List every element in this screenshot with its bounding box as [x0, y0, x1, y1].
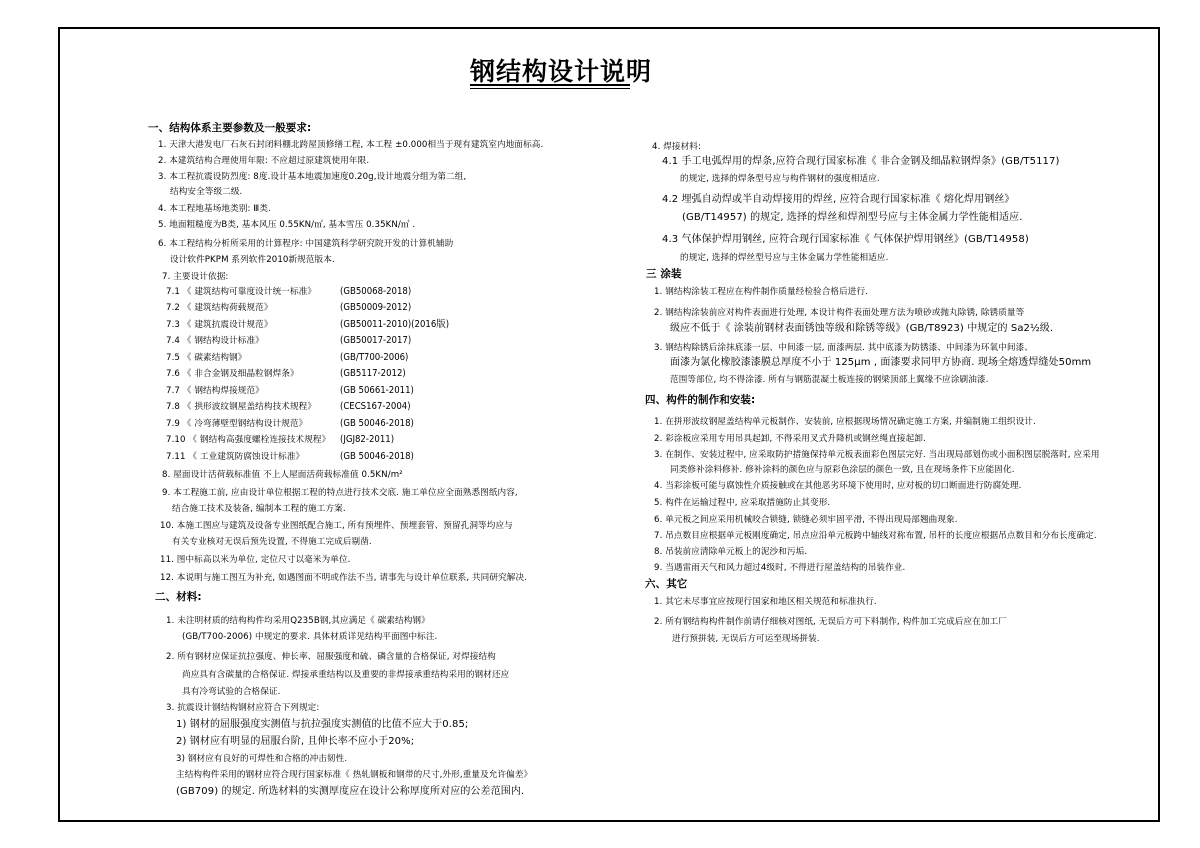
- code-item: 7.6 《 非合金钢及细晶粒钢焊条》: [166, 369, 299, 379]
- note-line: 9. 当遇雷雨天气和风力超过4级时, 不得进行屋盖结构的吊装作业.: [654, 563, 906, 573]
- code-item: 7.4 《 钢结构设计标准》: [166, 336, 264, 346]
- note-line: 有关专业核对无误后预先设置, 不得施工完成后剔凿.: [172, 537, 372, 547]
- note-line: 4. 当彩涂板可能与腐蚀性介质接触或在其他恶劣环境下使用时, 应对板的切口断面进行防腐处理.: [654, 481, 1022, 491]
- note-line: 3) 钢材应有良好的可焊性和合格的冲击韧性.: [176, 754, 348, 764]
- note-line: 的规定, 选择的焊条型号应与构件钢材的强度相适应.: [680, 174, 880, 184]
- note-line: 3. 钢结构除锈后涂抹底漆一层、中间漆一层, 面漆两层. 其中底漆为防锈漆、中间漆为环氧中间漆、: [654, 343, 1034, 353]
- section-heading-1: 一、结构体系主要参数及一般要求:: [148, 122, 312, 134]
- note-line: 的规定, 选择的焊丝型号应与主体金属力学性能相适应.: [680, 253, 889, 263]
- code-standard: (JGJ82-2011): [340, 434, 395, 445]
- note-line: 3. 本工程抗震设防烈度: 8度.设计基本地震加速度0.20g,设计地震分组为第二组,: [158, 172, 467, 182]
- note-line: 结构安全等级二级.: [170, 187, 243, 197]
- note-line: 1. 钢结构涂装工程应在构件制作质量经检验合格后进行.: [654, 287, 869, 297]
- code-standard: (GB50011-2010)(2016版): [340, 319, 450, 330]
- title-underline: [470, 84, 630, 86]
- code-standard: (CECS167-2004): [340, 401, 411, 412]
- code-standard: (GB50068-2018): [340, 286, 412, 297]
- note-line: (GB/T14957) 的规定, 选择的焊丝和焊剂型号应与主体金属力学性能相适应.: [682, 212, 1023, 223]
- note-line: 面漆为氯化橡胶漆漆膜总厚度不小于 125μm , 面漆要求同甲方协商. 现场全熔透焊缝处50mm: [670, 357, 1092, 368]
- note-line: 3. 抗震设计钢结构钢材应符合下列规定:: [166, 703, 320, 713]
- note-line: 2) 钢材应有明显的屈服台阶, 且伸长率不应小于20%;: [176, 736, 415, 747]
- section-heading-4: 四、构件的制作和安装:: [645, 394, 756, 406]
- note-line: 5. 地面粗糙度为B类, 基本风压 0.55KN/㎡, 基本雪压 0.35KN/㎡ .: [158, 220, 416, 230]
- note-line: 1. 天津大港发电厂石灰石封闭料棚北跨屋顶修缮工程, 本工程 ±0.000相当于现有建筑室内地面标高.: [158, 140, 544, 150]
- code-item: 7.9 《 冷弯薄壁型钢结构设计规范》: [166, 419, 308, 429]
- note-line: 4.1 手工电弧焊用的焊条,应符合现行国家标准《 非合金钢及细晶粒钢焊条》(GB/T5117): [662, 156, 1060, 167]
- note-line: 5. 构件在运输过程中, 应采取措施防止其变形.: [654, 498, 831, 508]
- note-line: 1. 在拼形波纹钢屋盖结构单元板制作、安装前, 应根据现场情况确定施工方案, 并编制施工组织设计.: [654, 417, 1036, 427]
- note-line: 具有冷弯试验的合格保证.: [182, 687, 281, 697]
- note-line: 2. 本建筑结构合理使用年限: 不应超过原建筑使用年限.: [158, 156, 370, 166]
- code-item: 7.7 《 钢结构焊接规范》: [166, 386, 264, 396]
- code-standard: (GB 50661-2011): [340, 385, 414, 396]
- title-underline-thin: [470, 88, 630, 89]
- code-standard: (GB 50046-2018): [340, 418, 414, 429]
- note-line: 2. 彩涂板应采用专用吊具起卸, 不得采用叉式升降机或钢丝绳直接起卸.: [654, 434, 926, 444]
- note-line: 11. 图中标高以米为单位, 定位尺寸以毫米为单位.: [160, 555, 351, 565]
- note-line: 进行预拼装, 无误后方可运至现场拼装.: [672, 634, 820, 644]
- section-heading-6: 六、其它: [645, 578, 688, 590]
- note-line: 2. 所有钢结构构件制作前请仔细核对图纸, 无误后方可下料制作, 构件加工完成后应在加工厂: [654, 617, 1007, 627]
- note-line: 4.3 气体保护焊用钢丝, 应符合现行国家标准《 气体保护焊用钢丝》(GB/T14958): [662, 234, 1029, 245]
- note-line: 2. 钢结构涂装前应对构件表面进行处理, 本设计构件表面处理方法为喷砂或抛丸除锈, 除锈质量等: [654, 308, 1025, 318]
- note-line: 6. 本工程结构分析所采用的计算程序: 中国建筑科学研究院开发的计算机辅助: [158, 239, 454, 249]
- note-line: 结合施工技术及装备, 编制本工程的施工方案.: [172, 504, 346, 514]
- code-standard: (GB50009-2012): [340, 302, 412, 313]
- code-standard: (GB5117-2012): [340, 368, 406, 379]
- note-line: 4.2 埋弧自动焊或半自动焊接用的焊丝, 应符合现行国家标准《 熔化焊用钢丝》: [662, 194, 1015, 205]
- note-line: 3. 在制作、安装过程中, 应采取防护措施保持单元板表面彩色图层完好. 当出现局部划伤或小面积图层脱落时, 应采用: [654, 450, 1100, 460]
- note-line: 1. 其它未尽事宜应按现行国家和地区相关规范和标准执行.: [654, 597, 877, 607]
- code-item: 7.11 《 工业建筑防腐蚀设计标准》: [166, 452, 305, 462]
- note-line: 2. 所有钢材应保证抗拉强度、伸长率、屈服强度和硫、磷含量的合格保证, 对焊接结构: [166, 652, 496, 662]
- note-line: 8. 吊装前应清除单元板上的泥沙和污垢.: [654, 547, 808, 557]
- note-line: 7. 吊点数目应根据单元板刚度确定, 吊点应沿单元板跨中轴线对称布置, 吊杆的长度应根据吊点数目和分布长度确定.: [654, 531, 1097, 541]
- note-line: (GB709) 的规定. 所选材料的实测厚度应在设计公称厚度所对应的公差范围内.: [176, 786, 525, 797]
- note-line: 8. 屋面设计活荷载标准值 不上人屋面活荷载标准值 0.5KN/m²: [162, 470, 403, 480]
- note-line: 设计软件PKPM 系列软件2010新规范版本.: [170, 255, 335, 265]
- note-line: 尚应具有含碳量的合格保证. 焊接承重结构以及重要的非焊接承重结构采用的钢材还应: [182, 670, 510, 680]
- note-line: 7. 主要设计依据:: [162, 272, 229, 282]
- section-heading-3: 三 涂装: [646, 268, 682, 280]
- note-line: 同类修补涂料修补. 修补涂料的颜色应与原彩色涂层的颜色一致, 且在现场条件下应能固化.: [670, 465, 1015, 475]
- code-item: 7.5 《 碳素结构钢》: [166, 353, 247, 363]
- code-item: 7.3 《 建筑抗震设计规范》: [166, 320, 273, 330]
- note-line: 主结构构件采用的钢材应符合现行国家标准《 热轧钢板和钢带的尺寸,外形,重量及允许偏差》: [176, 770, 533, 780]
- note-line: 12. 本说明与施工图互为补充, 如遇图面不明或作法不当, 请事先与设计单位联系, 共同研究解决.: [160, 573, 527, 583]
- code-item: 7.8 《 拱形波纹钢屋盖结构技术规程》: [166, 402, 317, 412]
- note-line: 1. 未注明材质的结构构件均采用Q235B钢,其应满足《 碳素结构钢》: [166, 616, 430, 626]
- note-line: 1) 钢材的屈服强度实测值与抗拉强度实测值的比值不应大于0.85;: [176, 719, 469, 730]
- code-item: 7.10 《 钢结构高强度螺栓连接技术规程》: [166, 435, 331, 445]
- note-line: 级应不低于《 涂装前钢材表面锈蚀等级和除锈等级》(GB/T8923) 中规定的 Sa2½级.: [670, 323, 1054, 334]
- note-line: (GB/T700-2006) 中规定的要求. 具体材质详见结构平面图中标注.: [182, 632, 438, 642]
- code-standard: (GB 50046-2018): [340, 451, 414, 462]
- code-standard: (GB50017-2017): [340, 335, 412, 346]
- note-line: 10. 本施工图应与建筑及设备专业图纸配合施工, 所有预埋件、预埋套管、预留孔洞等均应与: [160, 521, 513, 531]
- note-line: 范围等部位, 均不得涂漆. 所有与钢筋混凝土板连接的钢梁顶部上翼缘不应涂刷油漆.: [670, 375, 989, 385]
- note-line: 9. 本工程施工前, 应由设计单位根据工程的特点进行技术交底. 施工单位应全面熟悉图纸内容,: [162, 488, 518, 498]
- code-standard: (GB/T700-2006): [340, 352, 409, 363]
- note-line: 4. 焊接材料:: [652, 142, 702, 152]
- page-title: 钢结构设计说明: [470, 57, 653, 86]
- code-item: 7.2 《 建筑结构荷载规范》: [166, 303, 273, 313]
- code-item: 7.1 《 建筑结构可靠度设计统一标准》: [166, 287, 317, 297]
- section-heading-2: 二、材料:: [155, 591, 202, 603]
- note-line: 4. 本工程地基场地类别: Ⅲ类.: [158, 204, 271, 214]
- note-line: 6. 单元板之间应采用机械咬合锁缝, 锁缝必须牢固平滑, 不得出现局部翘曲现象.: [654, 515, 958, 525]
